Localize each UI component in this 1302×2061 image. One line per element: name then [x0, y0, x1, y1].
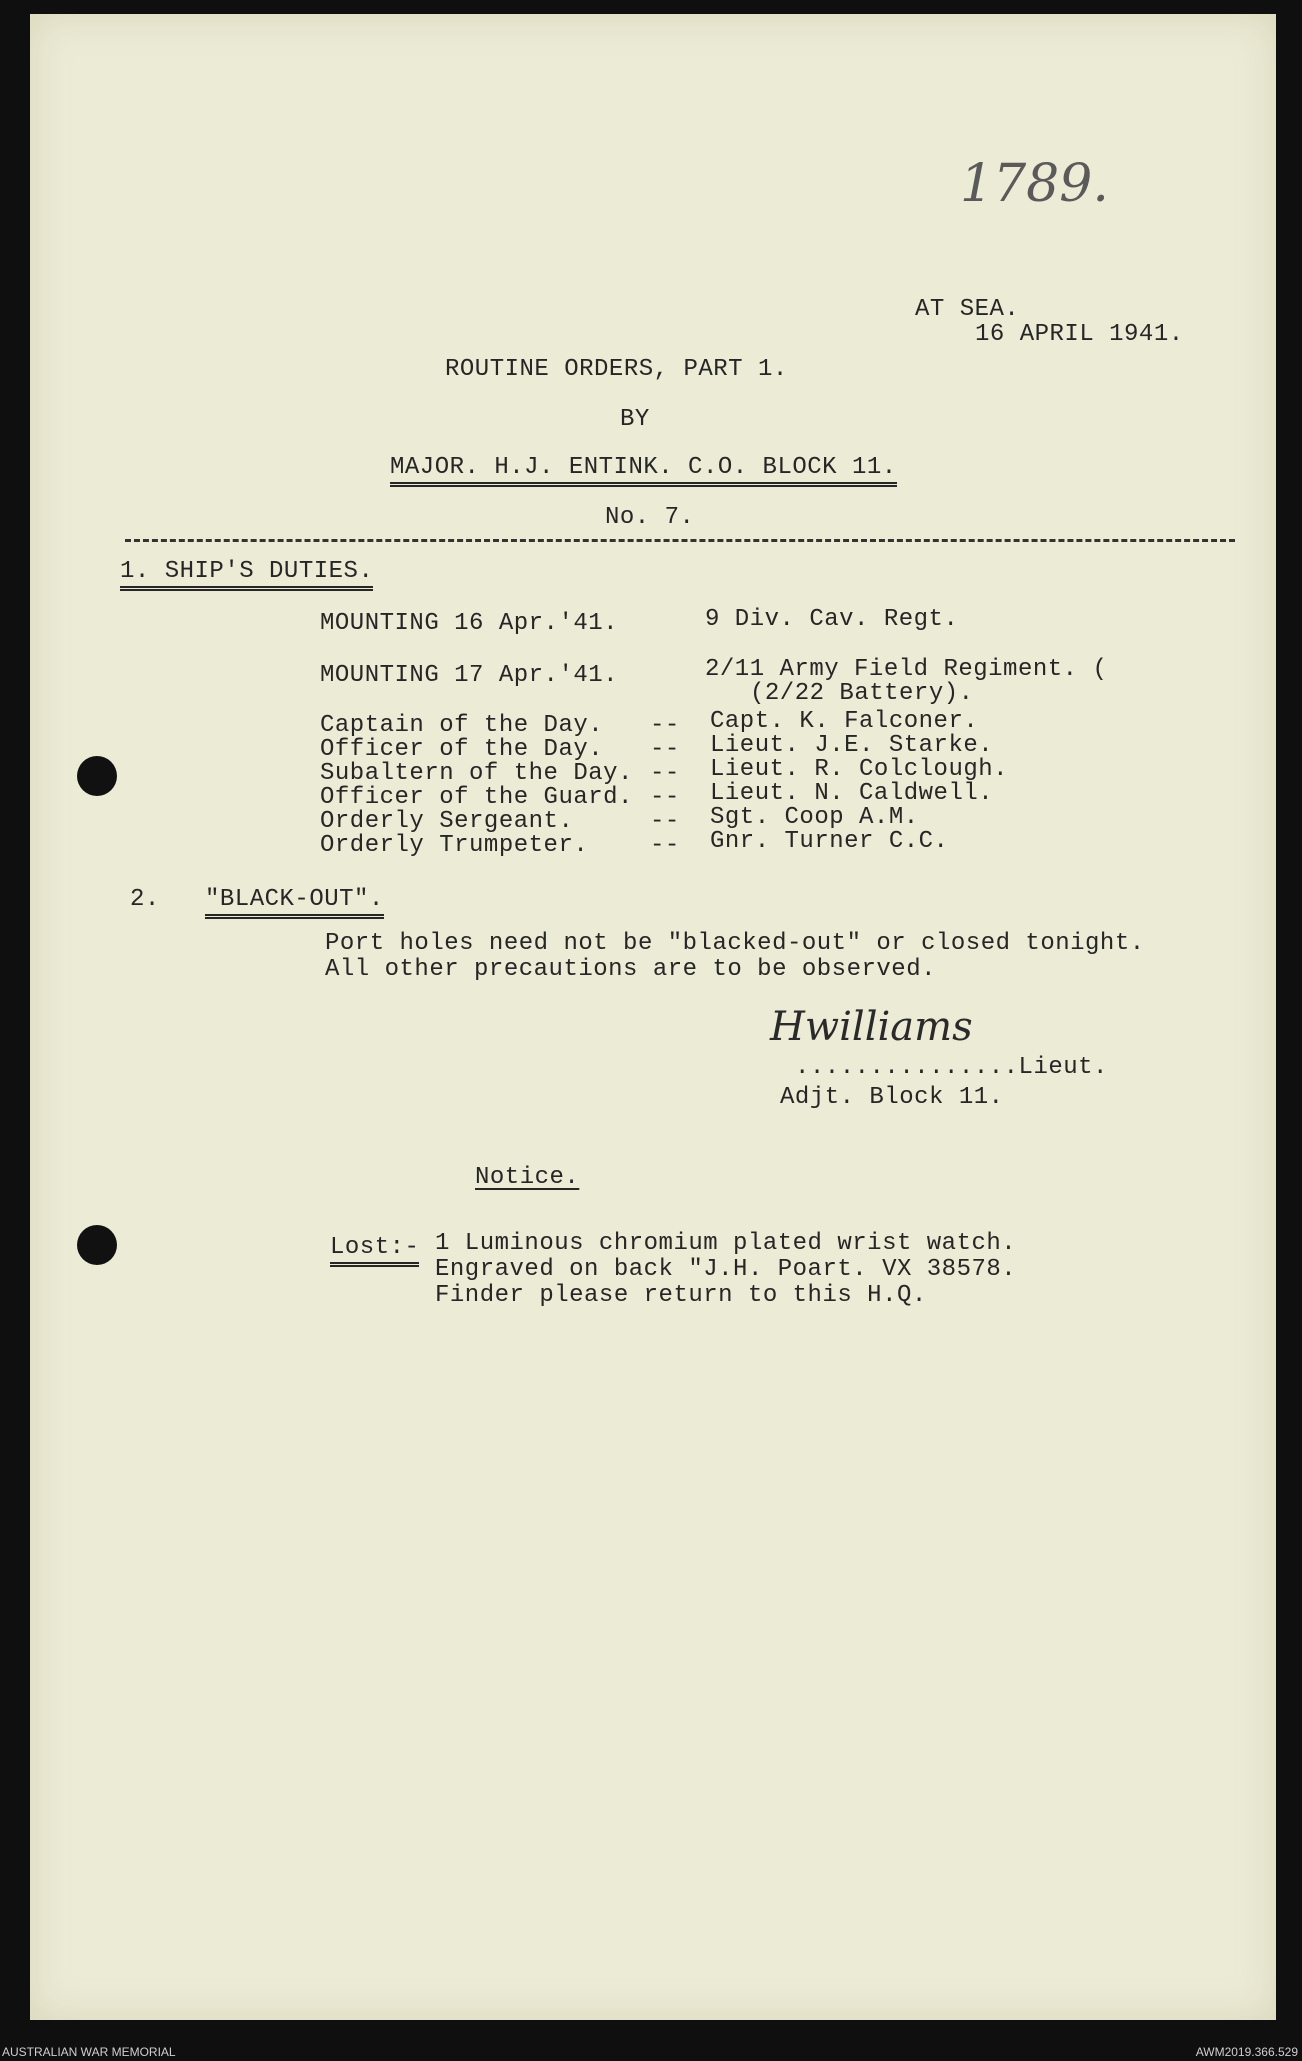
footer-credit: AUSTRALIAN WAR MEMORIAL	[2, 2045, 176, 2059]
duty-name: Lieut. R. Colclough.	[710, 756, 1009, 783]
archive-reference: 1789.	[960, 154, 1109, 214]
notice-line: Engraved on back "J.H. Poart. VX 38578.	[435, 1256, 1017, 1283]
section2-number: 2.	[130, 886, 160, 913]
section2-heading: "BLACK-OUT".	[205, 886, 384, 919]
section2-line: All other precautions are to be observed.	[325, 956, 936, 983]
notice-heading: Notice.	[475, 1164, 580, 1191]
issuer: MAJOR. H.J. ENTINK. C.O. BLOCK 11.	[390, 454, 897, 487]
duty-name: Capt. K. Falconer.	[710, 708, 979, 735]
lost-label: Lost:-	[330, 1234, 419, 1267]
duty-name: Sgt. Coop A.M.	[710, 804, 919, 831]
duty-name: Lieut. N. Caldwell.	[710, 780, 994, 807]
duty-role: Officer of the Guard.	[320, 784, 633, 811]
signature: Hwilliams	[770, 1004, 973, 1050]
mounting-label: MOUNTING 17 Apr.'41.	[320, 662, 619, 689]
section2-line: Port holes need not be "blacked-out" or closed tonight.	[325, 930, 1145, 957]
duty-role: Officer of the Day.	[320, 736, 604, 763]
separator-rule	[125, 539, 1235, 542]
duty-dash: --	[650, 832, 680, 859]
location: AT SEA.	[915, 296, 1020, 323]
date: 16 APRIL 1941.	[975, 321, 1184, 348]
signature-position: Adjt. Block 11.	[780, 1084, 1004, 1111]
document-page	[30, 14, 1276, 2020]
duty-name: Gnr. Turner C.C.	[710, 828, 949, 855]
notice-line: Finder please return to this H.Q.	[435, 1282, 927, 1309]
duty-role: Orderly Trumpeter.	[320, 832, 589, 859]
document-title: ROUTINE ORDERS, PART 1.	[445, 356, 788, 383]
duty-dash: --	[650, 712, 680, 739]
section1-heading: 1. SHIP'S DUTIES.	[120, 558, 373, 591]
notice-line: 1 Luminous chromium plated wrist watch.	[435, 1230, 1017, 1257]
by-line: BY	[620, 406, 650, 433]
footer-reference: AWM2019.366.529	[1195, 2045, 1298, 2059]
duty-dash: --	[650, 760, 680, 787]
duty-role: Captain of the Day.	[320, 712, 604, 739]
punch-hole	[77, 1225, 117, 1265]
mounting-value: 9 Div. Cav. Regt.	[705, 606, 959, 633]
mounting-label: MOUNTING 16 Apr.'41.	[320, 610, 619, 637]
signature-rank: ...............Lieut.	[795, 1054, 1108, 1081]
mounting-value-cont: (2/22 Battery).	[750, 680, 974, 707]
duty-dash: --	[650, 784, 680, 811]
order-number: No. 7.	[605, 504, 695, 531]
duty-role: Orderly Sergeant.	[320, 808, 574, 835]
mounting-value: 2/11 Army Field Regiment. (	[705, 656, 1108, 683]
duty-name: Lieut. J.E. Starke.	[710, 732, 994, 759]
duty-dash: --	[650, 736, 680, 763]
punch-hole	[77, 756, 117, 796]
duty-role: Subaltern of the Day.	[320, 760, 633, 787]
duty-dash: --	[650, 808, 680, 835]
